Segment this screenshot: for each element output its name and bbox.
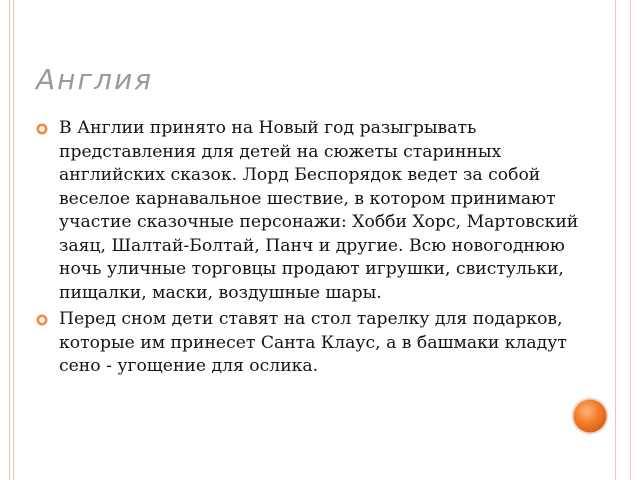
left-border-line-inner — [13, 0, 14, 480]
bullet-text: В Англии принято на Новый год разыгрывать представления для детей на сюжеты старинных английских сказок. Лорд Беспорядок ведет за собой веселое карнавальное шествие, в котором принимают участие сказочные персонажи: Хобби Хорс, Мартовский заяц, Шалтай-Болтай, Панч и другие. Всю новогоднюю ночь уличные торговцы продают игрушки, свистульки, пищалки, маски, воздушные шары. — [59, 118, 579, 303]
right-border-line — [630, 0, 631, 480]
bullet-item — [36, 308, 601, 379]
bullet-list — [36, 117, 601, 382]
bullet-item — [36, 117, 601, 305]
right-border-line-inner — [615, 0, 616, 480]
slide-title: Англия — [36, 63, 154, 96]
bullet-text: Перед сном дети ставят на стол тарелку для подарков, которые им принесет Санта Клаус, а в башмаки кладут сено - угощение для ослика. — [59, 309, 567, 376]
ring-bullet-icon — [36, 314, 48, 326]
left-border-line — [9, 0, 10, 480]
ring-bullet-icon — [36, 123, 48, 135]
orange-orb-icon — [571, 397, 609, 435]
